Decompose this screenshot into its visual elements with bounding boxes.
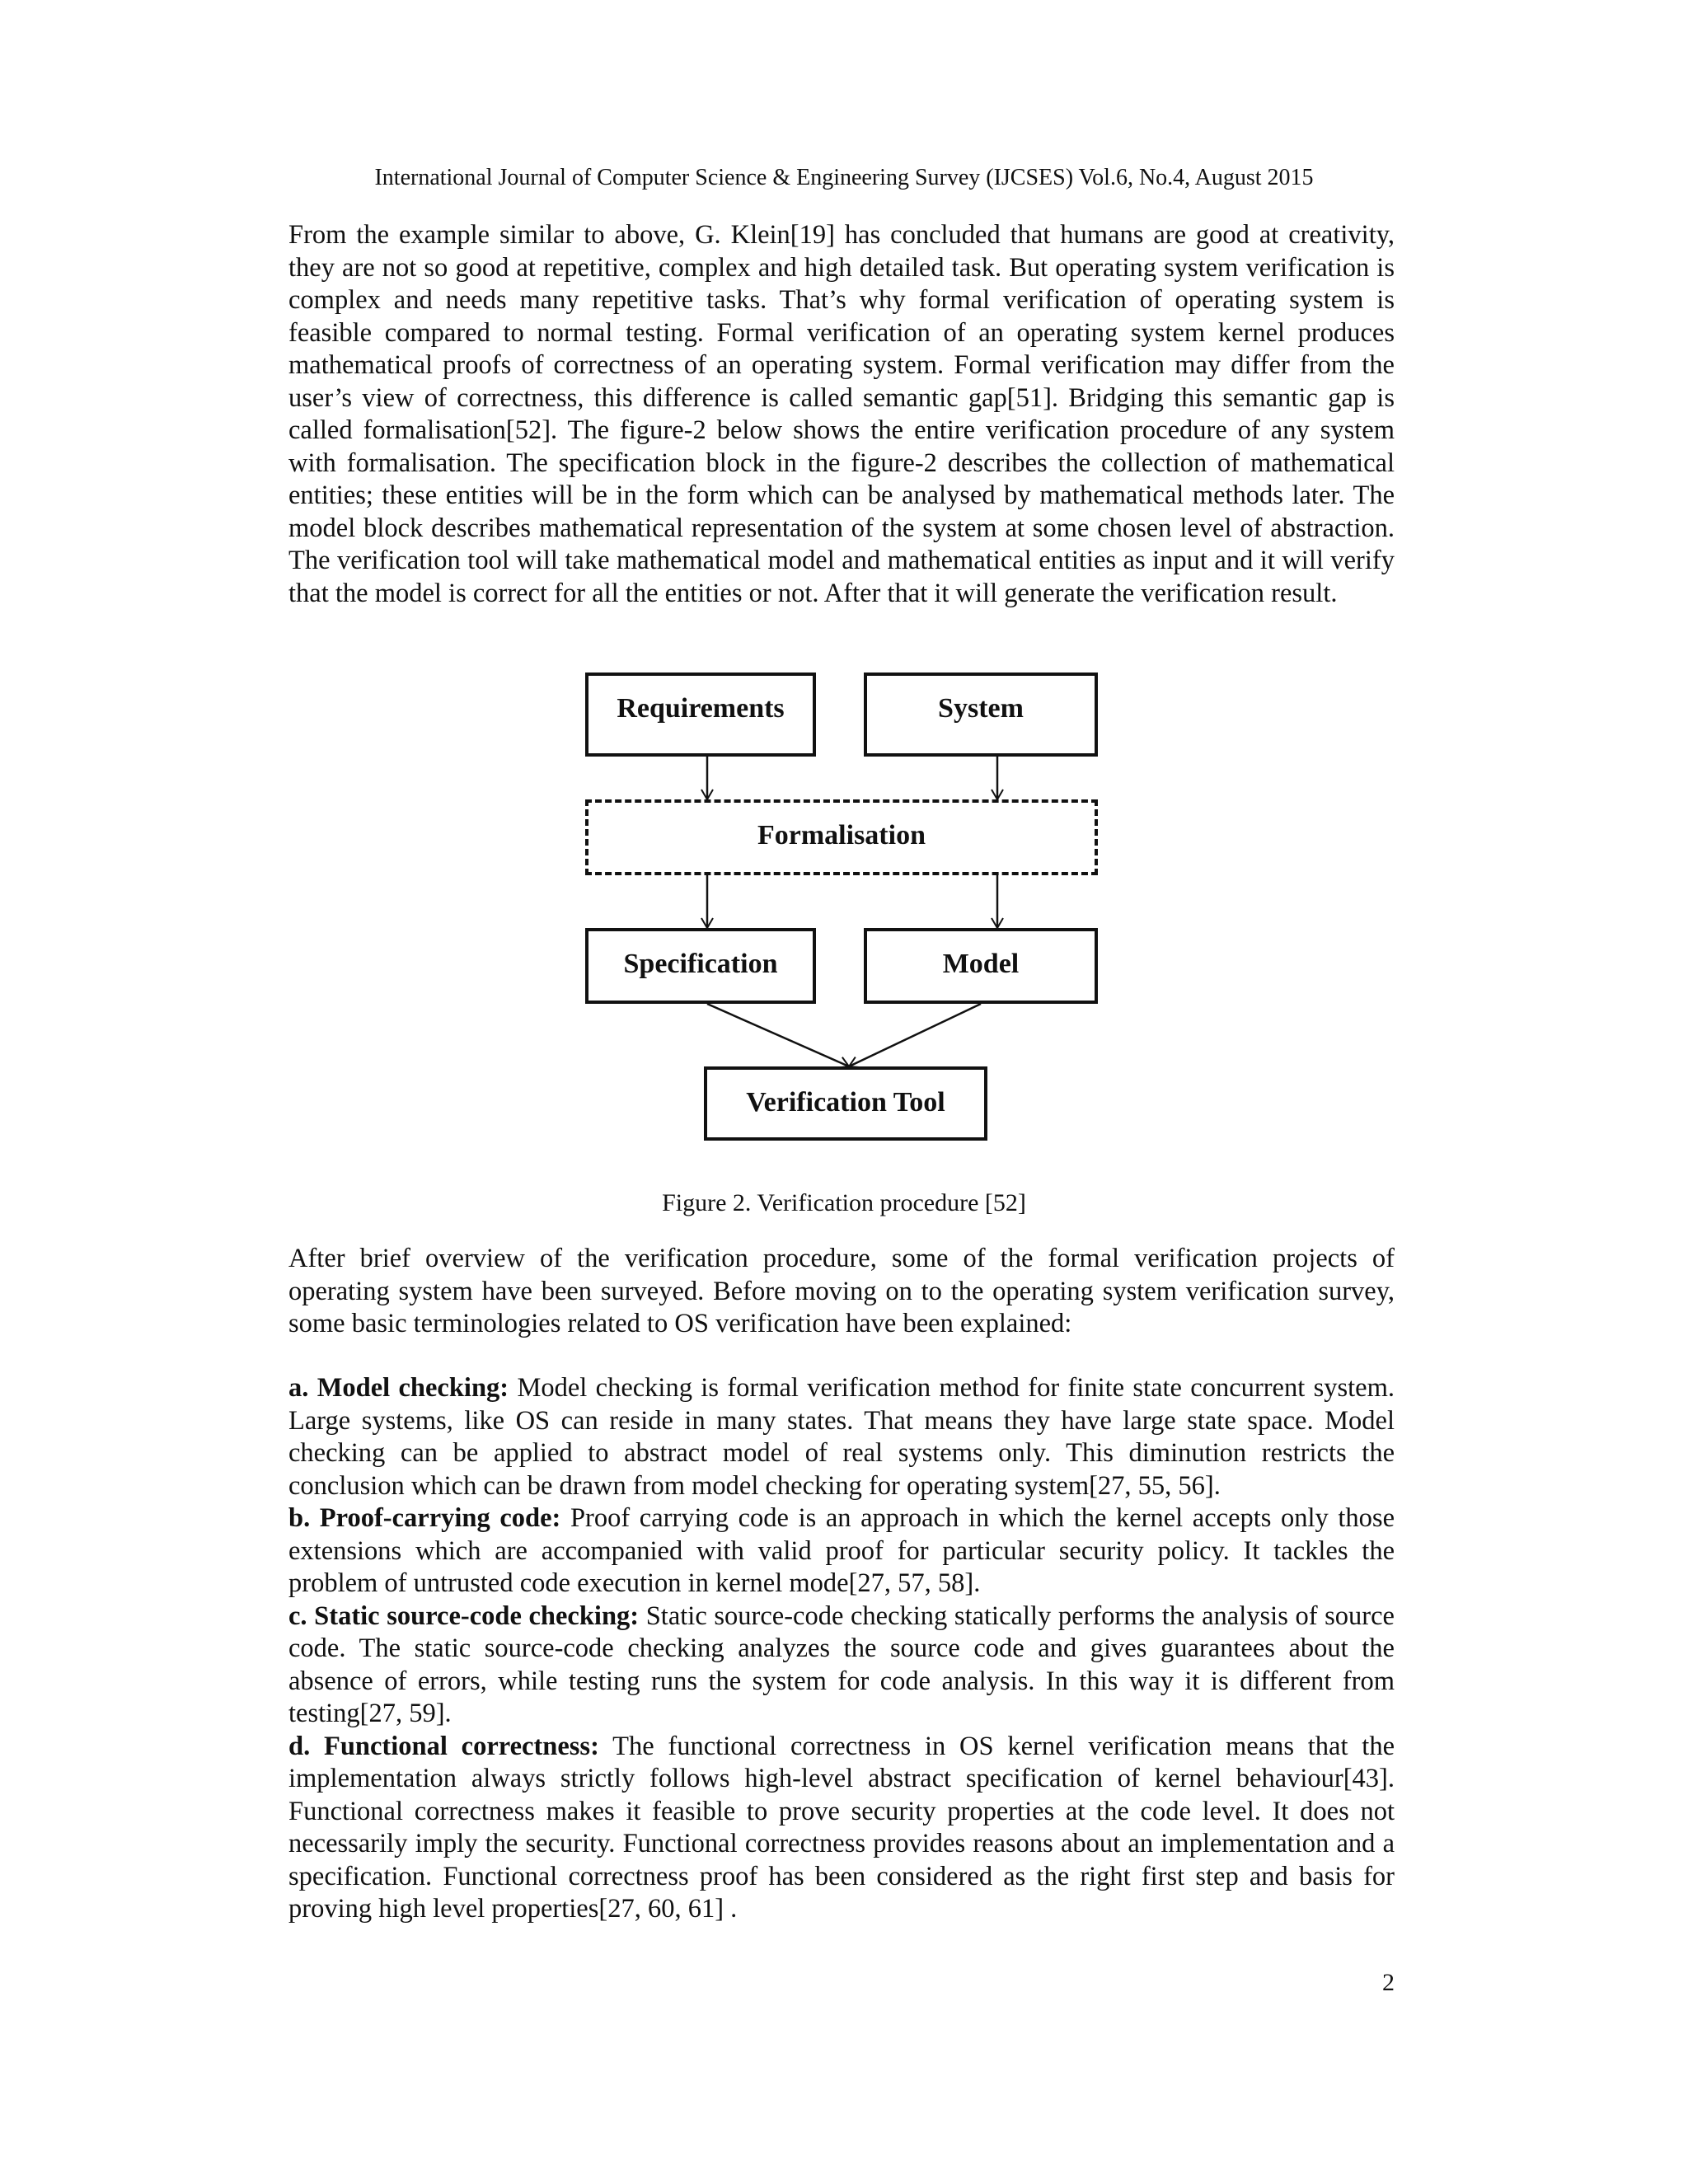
terminology-list bbox=[288, 1372, 1395, 1926]
after-paragraph bbox=[288, 1243, 1395, 1341]
verification-tool-box bbox=[704, 1066, 987, 1141]
model-label: Model bbox=[942, 949, 1020, 979]
term-text: Proof carrying code is an approach in which the kernel accepts only those extensions which are accompanied with valid proof for particular security policy. It tackles the problem of untrusted code execution in kernel mode[27, 57, 58]. bbox=[288, 1503, 1395, 1598]
term-label: c. Static source-code checking: bbox=[288, 1601, 640, 1631]
intro-paragraph bbox=[288, 219, 1395, 610]
intro-text: From the example similar to above, G. Klein[19] has concluded that humans are good at creativity, they are not so good at repetitive, complex and high detailed task. But operating system verification is complex and needs many repetitive tasks. That’s why formal verification of operating system is feasible compared to normal testing. Formal verification of an operating system kernel produces mathematical proofs of correctness of an operating system. Formal verification may differ from the user’s view of correctness, this difference is called semantic gap[51]. Bridging this semantic gap is called formalisation[52]. The figure-2 below shows the entire verification procedure of any system with formalisation. The specification block in the figure-2 describes the collection of mathematical entities; these entities will be in the form which can be analysed by mathematical methods later. The model block describes mathematical representation of the system at some chosen level of abstraction. The verification tool will take mathematical model and mathematical entities as input and it will verify that the model is correct for all the entities or not. After that it will generate the verification result. bbox=[288, 220, 1395, 608]
formalisation-box bbox=[585, 799, 1098, 875]
term-text: Static source-code checking statically performs the analysis of source code. The static source-code checking analyzes the source code and gives guarantees about the absence of errors, while testing runs the system for code analysis. In this way it is different from testing[27, 59]. bbox=[288, 1601, 1395, 1728]
page-number: 2 bbox=[1382, 1969, 1395, 1996]
system-box bbox=[864, 673, 1098, 757]
model-box bbox=[864, 928, 1098, 1004]
term-functional-correctness bbox=[288, 1731, 1395, 1926]
system-label: System bbox=[938, 693, 1024, 724]
journal-header: International Journal of Computer Science & Engineering Survey (IJCSES) Vol.6, No.4, August 2015 bbox=[374, 165, 1314, 190]
term-static-source-code-checking bbox=[288, 1601, 1395, 1731]
verification-tool-label: Verification Tool bbox=[746, 1087, 945, 1118]
term-text: The functional correctness in OS kernel verification means that the implementation always strictly follows high-level abstract specification of kernel behaviour[43]. Functional correctness makes it feasible to prove security properties at the code level. It does not necessarily imply the security. Functional correctness provides reasons about an implementation and a specification. Functional correctness proof has been considered as the right first step and basis for proving high level properties[27, 60, 61] . bbox=[288, 1731, 1395, 1924]
figure-caption: Figure 2. Verification procedure [52] bbox=[662, 1189, 1026, 1216]
term-proof-carrying-code bbox=[288, 1502, 1395, 1601]
term-label: a. Model checking: bbox=[288, 1373, 509, 1403]
arrow-specification-tool bbox=[707, 1004, 849, 1066]
formalisation-label: Formalisation bbox=[757, 820, 926, 851]
specification-box bbox=[585, 928, 816, 1004]
requirements-box bbox=[585, 673, 816, 757]
after-text: After brief overview of the verification procedure, some of the formal verification projects of operating system have been surveyed. Before moving on to the operating system verification survey, some basic terminologies related to OS verification have been explained: bbox=[288, 1244, 1395, 1338]
term-label: b. Proof-carrying code: bbox=[288, 1503, 561, 1533]
requirements-label: Requirements bbox=[617, 693, 785, 724]
specification-label: Specification bbox=[623, 949, 778, 979]
arrow-model-tool bbox=[849, 1004, 981, 1066]
term-label: d. Functional correctness: bbox=[288, 1731, 599, 1761]
term-model-checking bbox=[288, 1372, 1395, 1502]
term-text: Model checking is formal verification method for finite state concurrent system. Large systems, like OS can reside in many states. That means they have large state space. Model checking can be applied to abstract model of real systems only. This diminution restricts the conclusion which can be drawn from model checking for operating system[27, 55, 56]. bbox=[288, 1373, 1395, 1501]
